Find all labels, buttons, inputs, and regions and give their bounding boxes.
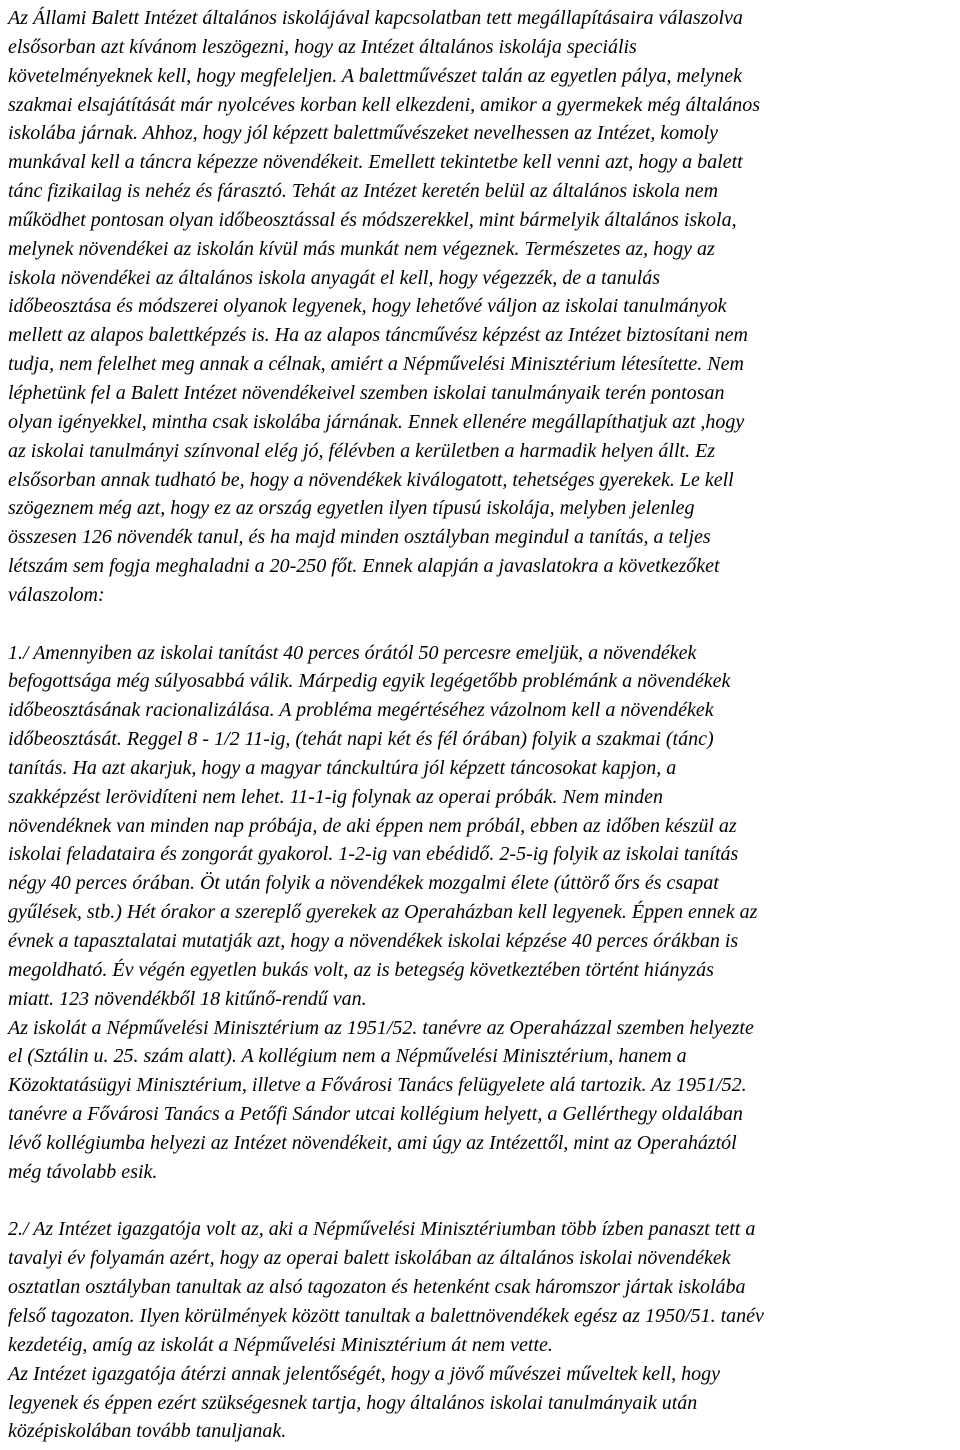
text-line: Közoktatásügyi Minisztérium, illetve a Fővárosi Tanács felügyelete alá tartozik. Az 1951/52. xyxy=(8,1074,747,1097)
text-line: lévő kollégiumba helyezi az Intézet növendékeit, ami úgy az Intézettől, mint az Operaháztól xyxy=(8,1131,737,1154)
text-line: iskolába járnak. Ahhoz, hogy jól képzett balettművészeket nevelhessen az Intézet, komoly xyxy=(8,122,718,145)
text-line: követelményeknek kell, hogy megfeleljen. A balettművészet talán az egyetlen pálya, melynek xyxy=(8,64,742,87)
text-line: időbeosztását. Reggel 8 - 1/2 11-ig, (tehát napi két és fél órában) folyik a szakmai (tánc) xyxy=(8,728,714,751)
text-line: szakmai elsajátítását már nyolcéves korban kell elkezdeni, amikor a gyermekek még általános xyxy=(8,93,761,116)
text-line: elsősorban annak tudható be, hogy a növendékek kiválogatott, tehetséges gyerekek. Le kell xyxy=(8,468,734,491)
text-line: osztatlan osztályban tanultak az alsó tagozaton és hetenként csak háromszor jártak iskolába xyxy=(8,1276,746,1299)
text-line: megoldható. Év végén egyetlen bukás volt, az is betegség következtében történt hiányzás xyxy=(8,958,714,981)
text-line: Az Állami Balett Intézet általános iskolájával kapcsolatban tett megállapításaira válaszolva xyxy=(8,7,743,29)
text-line: Az iskolát a Népművelési Minisztérium az 1951/52. tanévre az Operaházzal szemben helyezte xyxy=(8,1016,754,1039)
text-line: 2./ Az Intézet igazgatója volt az, aki a Népművelési Minisztériumban több ízben panaszt tett a xyxy=(8,1218,756,1241)
paragraph-point-1 xyxy=(8,639,952,1187)
text-line: szakképzést lerövidíteni nem lehet. 11-1-ig folynak az operai próbák. Nem minden xyxy=(8,785,664,808)
text-line: növendéknek van minden nap próbája, de aki éppen nem próbál, ebben az időben készül az xyxy=(8,814,737,837)
paragraph-gap xyxy=(8,1187,952,1216)
text-line: válaszolom: xyxy=(8,583,105,606)
text-line: el (Sztálin u. 25. szám alatt). A kollégium nem a Népművelési Minisztérium, hanem a xyxy=(8,1045,687,1068)
text-line: iskola növendékei az általános iskola anyagát el kell, hogy végezzék, de a tanulás xyxy=(8,266,661,289)
text-line: melynek növendékei az iskolán kívül más munkát nem végeznek. Természetes az, hogy az xyxy=(8,237,715,260)
text-line: felső tagozaton. Ilyen körülmények között tanultak a balettnövendékek egész az 1950/51. tanév xyxy=(8,1304,764,1327)
text-line: mellett az alapos balettképzés is. Ha az alapos táncművész képzést az Intézet biztosítani nem xyxy=(8,324,748,347)
text-line: munkával kell a táncra képezze növendékeit. Emellett tekintetbe kell venni azt, hogy a balett xyxy=(8,151,743,174)
text-line: gyűlések, stb.) Hét órakor a szereplő gyerekek az Operaházban kell legyenek. Éppen ennek az xyxy=(8,901,758,924)
text-line: évnek a tapasztalatai mutatják azt, hogy a növendékek iskolai képzése 40 perces órákban is xyxy=(8,930,739,952)
document-body xyxy=(8,4,952,1446)
text-line: léphetünk fel a Balett Intézet növendékeivel szemben iskolai tanulmányaik terén pontosan xyxy=(8,381,725,404)
text-line: tánc fizikailag is nehéz és fárasztó. Tehát az Intézet keretén belül az általános iskola nem xyxy=(8,180,719,203)
text-line: 1./ Amennyiben az iskolai tanítást 40 perces órától 50 percesre emeljük, a növendékek xyxy=(8,641,697,664)
paragraph-gap xyxy=(8,610,952,639)
text-line: összesen 126 növendék tanul, és ha majd minden osztályban megindul a tanítás, a teljes xyxy=(8,526,711,549)
text-line: kezdetéig, amíg az iskolát a Népművelési Minisztérium át nem vette. xyxy=(8,1333,553,1356)
text-line: iskolai feladataira és zongorát gyakorol. 1-2-ig van ebédidő. 2-5-ig folyik az iskolai tanítás xyxy=(8,843,739,866)
text-line: Az Intézet igazgatója átérzi annak jelentőségét, hogy a jövő művészei műveltek kell, hogy xyxy=(8,1362,721,1385)
text-line: miatt. 123 növendékből 18 kitűnő-rendű van. xyxy=(8,987,367,1010)
text-line: olyan igényekkel, mintha csak iskolába járnának. Ennek ellenére megállapíthatjuk azt ,hogy xyxy=(8,410,745,433)
text-line: legyenek és éppen ezért szükségesnek tartja, hogy általános iskolai tanulmányaik után xyxy=(8,1391,698,1414)
paragraph-point-2 xyxy=(8,1215,952,1446)
text-line: tanévre a Fővárosi Tanács a Petőfi Sándor utcai kollégium helyett, a Gellérthegy oldalában xyxy=(8,1103,743,1126)
text-line: befogottsága még súlyosabbá válik. Márpedig egyik legégetőbb problémánk a növendékek xyxy=(8,670,731,693)
paragraph-intro xyxy=(8,4,952,610)
text-line: elsősorban azt kívánom leszögezni, hogy az Intézet általános iskolája speciális xyxy=(8,35,637,58)
text-line: még távolabb esik. xyxy=(8,1160,158,1183)
text-line: tudja, nem felelhet meg annak a célnak, amiért a Népművelési Minisztérium létesítette. Nem xyxy=(8,353,744,376)
text-line: középiskolában tovább tanuljanak. xyxy=(8,1420,287,1443)
text-line: szögeznem még azt, hogy ez az ország egyetlen ilyen típusú iskolája, melyben jelenleg xyxy=(8,497,695,520)
text-line: az iskolai tanulmányi színvonal elég jó, félévben a kerületben a harmadik helyen állt. Ez xyxy=(8,439,716,462)
text-line: időbeosztásának racionalizálása. A probléma megértéséhez vázolnom kell a növendékek xyxy=(8,699,714,722)
text-line: tavalyi év folyamán azért, hogy az operai balett iskolában az általános iskolai növendékek xyxy=(8,1247,731,1270)
text-line: működhet pontosan olyan időbeosztással és módszerekkel, mint bármelyik általános iskola, xyxy=(8,208,737,231)
text-line: létszám sem fogja meghaladni a 20-250 főt. Ennek alapján a javaslatokra a következőket xyxy=(8,555,720,578)
text-line: tanítás. Ha azt akarjuk, hogy a magyar tánckultúra jól képzett táncosokat kapjon, a xyxy=(8,756,677,779)
text-line: időbeosztása és módszerei olyanok legyenek, hogy lehetővé váljon az iskolai tanulmányok xyxy=(8,295,727,318)
text-line: négy 40 perces órában. Öt után folyik a növendékek mozgalmi élete (úttörő őrs és csapat xyxy=(8,872,719,895)
